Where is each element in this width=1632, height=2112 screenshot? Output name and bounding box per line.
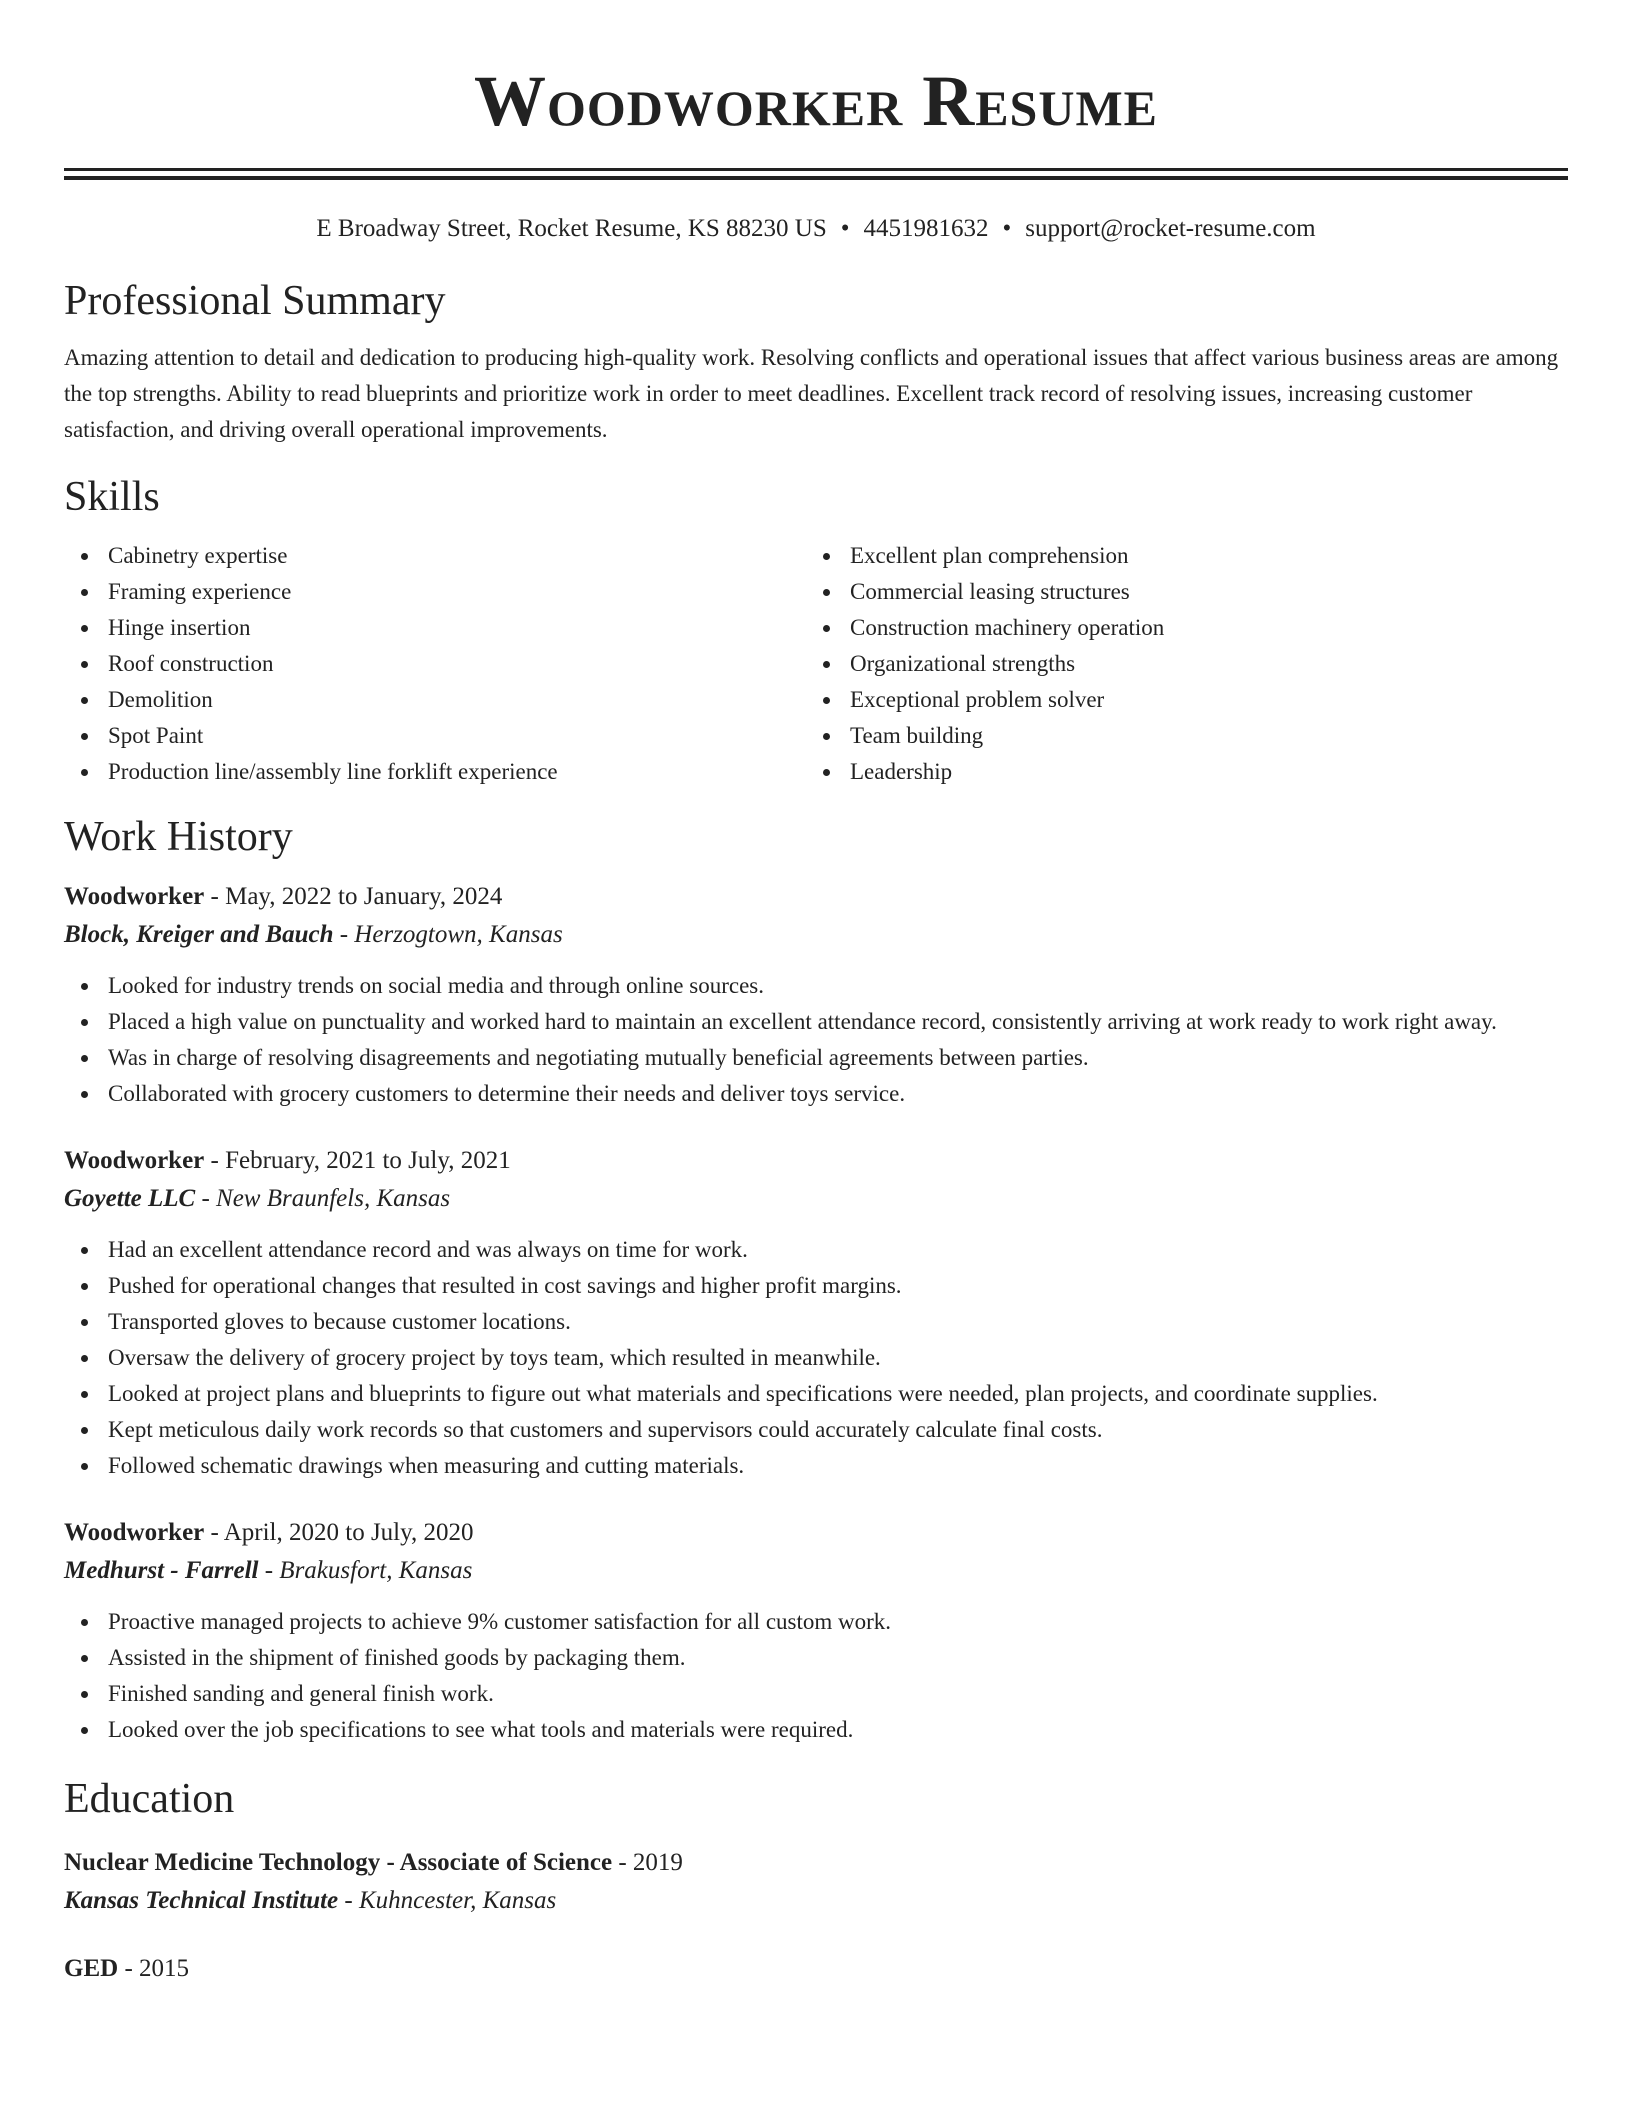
company-location: - New Braunfels, Kansas [195, 1185, 451, 1212]
contact-phone[interactable]: 4451981632 [863, 215, 989, 242]
skill-item: Hinge insertion [64, 610, 806, 646]
skill-item: Construction machinery operation [806, 610, 1548, 646]
job-duties [64, 1232, 1568, 1484]
resume-page [64, 0, 1568, 1988]
duty-item: Looked for industry trends on social media and through online sources. [64, 968, 1568, 1004]
job-dates: - April, 2020 to July, 2020 [204, 1519, 474, 1546]
duty-item: Finished sanding and general finish work. [64, 1676, 1568, 1712]
company-name: Goyette LLC [64, 1185, 196, 1212]
company-line [64, 916, 1568, 954]
degree-year: - 2019 [612, 1849, 683, 1876]
duty-item: Collaborated with grocery customers to determine their needs and deliver toys service. [64, 1076, 1568, 1112]
job-title-line [64, 878, 1568, 916]
education-entry [64, 1844, 1568, 1920]
skills-list [64, 538, 1568, 790]
duty-item: Pushed for operational changes that resulted in cost savings and higher profit margins. [64, 1268, 1568, 1304]
job-entry [64, 1514, 1568, 1748]
duty-item: Looked over the job specifications to see what tools and materials were required. [64, 1712, 1568, 1748]
skill-item: Leadership [806, 754, 1548, 790]
school-location: - Kuhncester, Kansas [338, 1887, 557, 1914]
skill-item: Roof construction [64, 646, 806, 682]
title-divider [64, 168, 1568, 180]
skill-item: Production line/assembly line forklift experience [64, 754, 806, 790]
skills-heading: Skills [64, 474, 160, 520]
job-duties [64, 1604, 1568, 1748]
duty-item: Was in charge of resolving disagreements and negotiating mutually beneficial agreements between parties. [64, 1040, 1568, 1076]
skill-item: Excellent plan comprehension [806, 538, 1548, 574]
contact-line [64, 212, 1568, 246]
duty-item: Assisted in the shipment of finished goods by packaging them. [64, 1640, 1568, 1676]
education-entry [64, 1950, 1568, 1988]
skill-item: Demolition [64, 682, 806, 718]
skill-item: Framing experience [64, 574, 806, 610]
job-title-line [64, 1142, 1568, 1180]
duty-item: Transported gloves to because customer locations. [64, 1304, 1568, 1340]
skill-item: Cabinetry expertise [64, 538, 806, 574]
skills-column-right [806, 538, 1548, 790]
job-title: Woodworker [64, 1147, 205, 1174]
duty-item: Proactive managed projects to achieve 9% customer satisfaction for all custom work. [64, 1604, 1568, 1640]
company-name: Medhurst - Farrell [64, 1557, 259, 1584]
degree-name: GED [64, 1955, 119, 1982]
contact-separator: • [840, 215, 850, 242]
skill-item: Spot Paint [64, 718, 806, 754]
skills-column-left [64, 538, 806, 790]
job-title: Woodworker [64, 883, 205, 910]
duty-item: Looked at project plans and blueprints to figure out what materials and specifications were needed, plan projects, and coordinate supplies. [64, 1376, 1568, 1412]
summary-text: Amazing attention to detail and dedication to producing high-quality work. Resolving conflicts and operational issues that affect various business areas are among the top strengths. Ability to read blueprints and prioritize work in order to meet deadlines. Excellent track record of resolving issues, increasing customer satisfaction, and driving overall operational improvements. [64, 345, 1559, 442]
company-location: - Brakusfort, Kansas [258, 1557, 473, 1584]
skill-item: Exceptional problem solver [806, 682, 1548, 718]
degree-name: Nuclear Medicine Technology - Associate of Science [64, 1849, 613, 1876]
skill-item: Organizational strengths [806, 646, 1548, 682]
duty-item: Oversaw the delivery of grocery project by toys team, which resulted in meanwhile. [64, 1340, 1568, 1376]
job-entry [64, 878, 1568, 1112]
company-location: - Herzogtown, Kansas [333, 921, 563, 948]
job-dates: - February, 2021 to July, 2021 [204, 1147, 511, 1174]
education-heading: Education [64, 1776, 235, 1822]
school-line [64, 1882, 1568, 1920]
job-title: Woodworker [64, 1519, 205, 1546]
job-entry [64, 1142, 1568, 1484]
job-duties [64, 968, 1568, 1112]
duty-item: Had an excellent attendance record and was always on time for work. [64, 1232, 1568, 1268]
company-name: Block, Kreiger and Bauch [64, 921, 334, 948]
job-dates: - May, 2022 to January, 2024 [204, 883, 503, 910]
duty-item: Placed a high value on punctuality and worked hard to maintain an excellent attendance record, consistently arriving at work ready to work right away. [64, 1004, 1568, 1040]
skill-item: Commercial leasing structures [806, 574, 1548, 610]
job-title-line [64, 1514, 1568, 1552]
work-history-heading: Work History [64, 814, 293, 860]
school-name: Kansas Technical Institute [64, 1887, 339, 1914]
duty-item: Kept meticulous daily work records so that customers and supervisors could accurately calculate final costs. [64, 1412, 1568, 1448]
contact-address: E Broadway Street, Rocket Resume, KS 88230 US [316, 215, 827, 242]
degree-year: - 2015 [118, 1955, 190, 1982]
summary-heading: Professional Summary [64, 278, 446, 324]
duty-item: Followed schematic drawings when measuring and cutting materials. [64, 1448, 1568, 1484]
contact-email[interactable]: support@rocket-resume.com [1025, 215, 1316, 242]
company-line [64, 1552, 1568, 1590]
degree-line [64, 1844, 1568, 1882]
contact-separator: • [1002, 215, 1012, 242]
degree-line [64, 1950, 1568, 1988]
skill-item: Team building [806, 718, 1548, 754]
resume-title: Woodworker Resume [473, 61, 1159, 141]
company-line [64, 1180, 1568, 1218]
